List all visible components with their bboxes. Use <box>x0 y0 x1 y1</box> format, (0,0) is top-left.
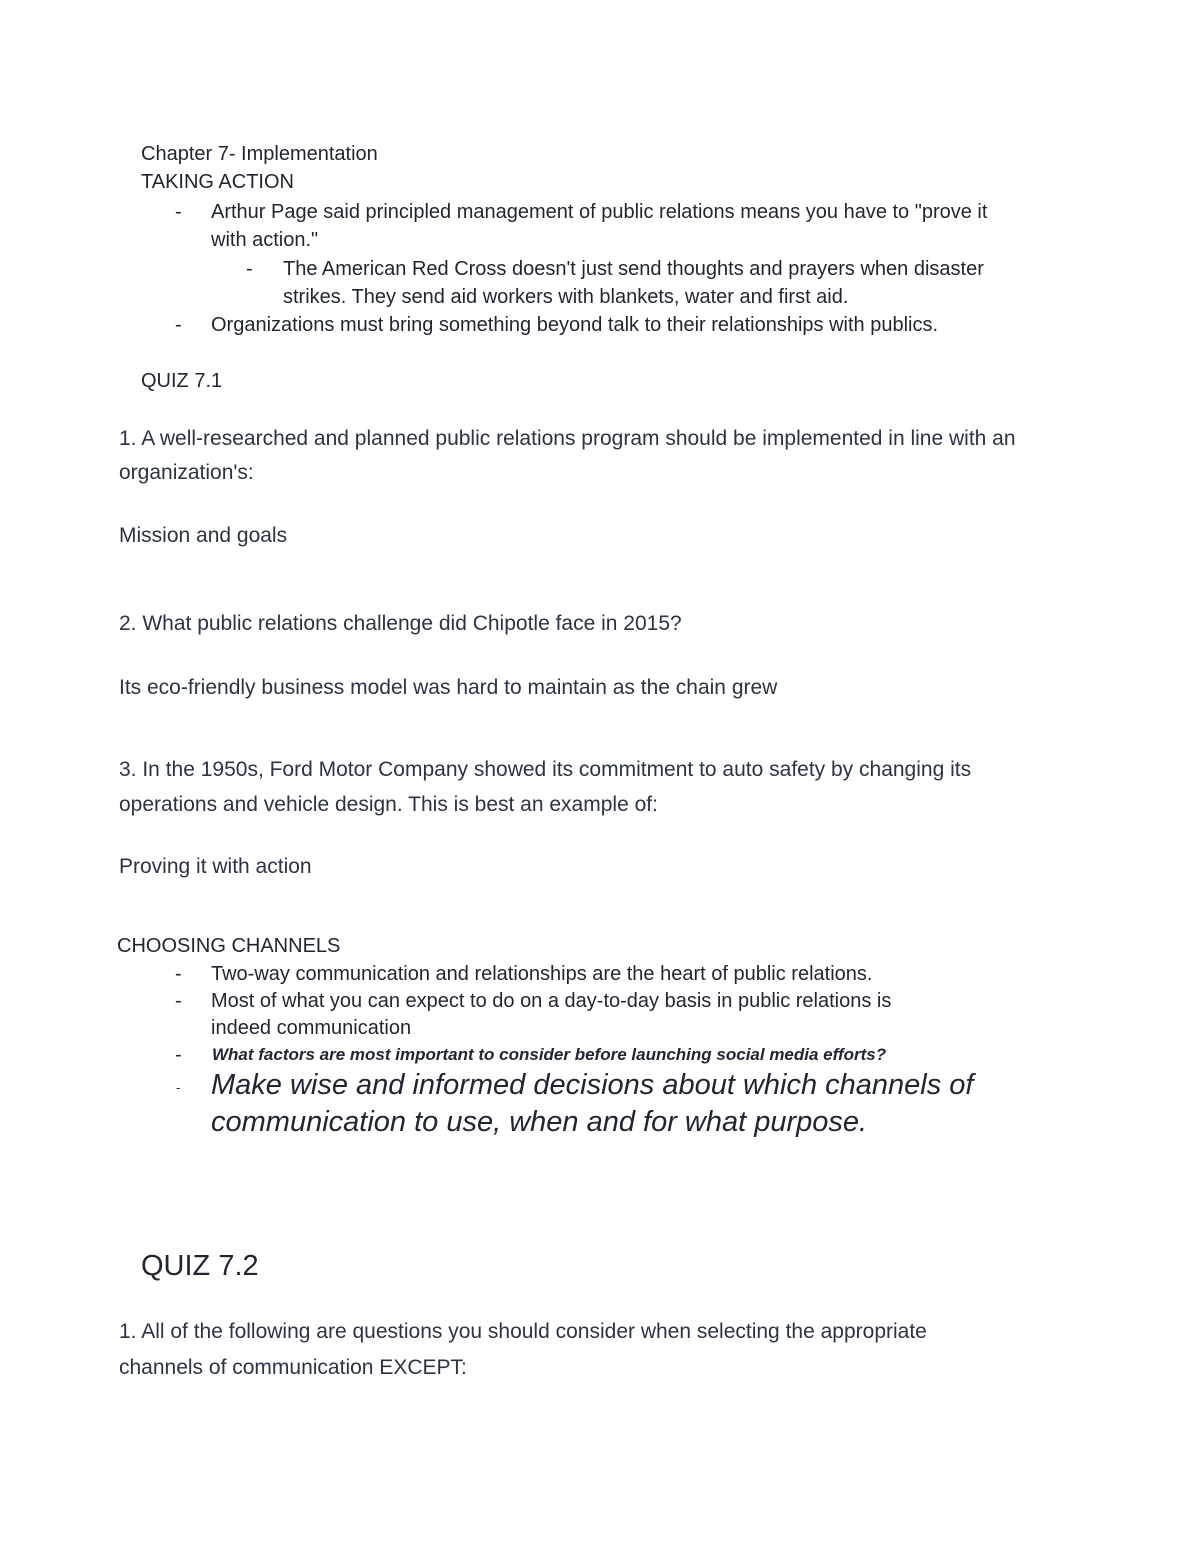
quiz1-question1-line1: 1. A well-researched and planned public relations program should be implemented in line with an <box>119 427 1016 450</box>
section-heading-choosing-channels: CHOOSING CHANNELS <box>117 935 341 957</box>
document-title: Chapter 7- Implementation <box>141 143 378 165</box>
quiz1-question2: 2. What public relations challenge did Chipotle face in 2015? <box>119 612 682 635</box>
bullet-arthur-page-line2: with action." <box>211 229 319 251</box>
quiz-7-2-heading: QUIZ 7.2 <box>141 1250 259 1282</box>
quiz1-answer1: Mission and goals <box>119 524 288 547</box>
quiz1-question3-line2: operations and vehicle design. This is best an example of: <box>119 793 658 816</box>
quiz2-question1-line2: channels of communication EXCEPT: <box>119 1356 467 1379</box>
bullet-day-to-day-line1: Most of what you can expect to do on a day-to-day basis in public relations is <box>211 990 892 1012</box>
bullet-marker: - <box>175 963 182 985</box>
section-heading-taking-action: TAKING ACTION <box>141 171 294 193</box>
quiz2-question1-line1: 1. All of the following are questions you should consider when selecting the appropriate <box>119 1320 927 1343</box>
quiz1-question1-line2: organization's: <box>119 461 254 484</box>
bullet-wise-decisions-line2: communication to use, when and for what purpose. <box>211 1106 868 1138</box>
bullet-marker: - <box>176 1080 181 1095</box>
bullet-marker: - <box>175 314 182 336</box>
quiz-7-1-heading: QUIZ 7.1 <box>141 370 223 392</box>
sub-bullet-marker: - <box>246 258 253 280</box>
bullet-wise-decisions-line1: Make wise and informed decisions about which channels of <box>211 1069 974 1101</box>
quiz1-answer3: Proving it with action <box>119 855 312 878</box>
bullet-social-media-question: What factors are most important to consider before launching social media efforts? <box>212 1045 887 1064</box>
bullet-marker: - <box>175 990 182 1012</box>
bullet-day-to-day-line2: indeed communication <box>211 1017 412 1039</box>
bullet-marker: - <box>175 1044 182 1066</box>
bullet-arthur-page-line1: Arthur Page said principled management of public relations means you have to "prove it <box>211 201 988 223</box>
quiz1-answer2: Its eco-friendly business model was hard to maintain as the chain grew <box>119 676 778 699</box>
sub-bullet-red-cross-line2: strikes. They send aid workers with blankets, water and first aid. <box>283 286 849 308</box>
bullet-marker: - <box>175 201 182 223</box>
sub-bullet-red-cross-line1: The American Red Cross doesn't just send thoughts and prayers when disaster <box>283 258 984 280</box>
quiz1-question3-line1: 3. In the 1950s, Ford Motor Company showed its commitment to auto safety by changing its <box>119 758 972 781</box>
bullet-two-way-communication: Two-way communication and relationships are the heart of public relations. <box>211 963 873 985</box>
bullet-organizations: Organizations must bring something beyond talk to their relationships with publics. <box>211 314 939 336</box>
